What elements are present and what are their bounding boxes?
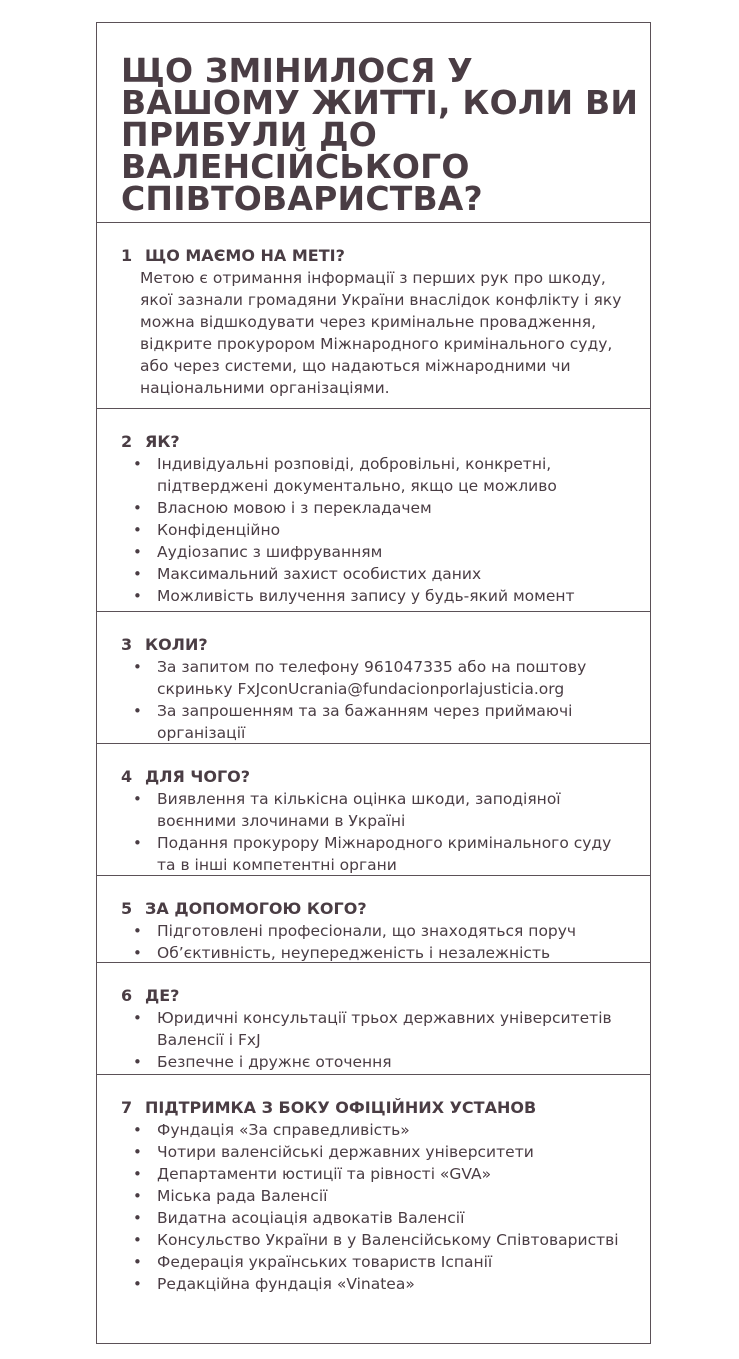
bullet-icon: • bbox=[133, 790, 142, 808]
section-who bbox=[97, 876, 650, 963]
bullet-icon: • bbox=[133, 543, 142, 561]
list-item: • Безпечне і дружнє оточення bbox=[133, 1053, 392, 1071]
section-number: 3 bbox=[121, 635, 133, 654]
section-title: КОЛИ? bbox=[145, 635, 208, 654]
section-title: ЩО МАЄМО НА МЕТІ? bbox=[145, 246, 345, 265]
bullet-icon: • bbox=[133, 922, 142, 940]
section-purpose bbox=[97, 744, 650, 876]
bullet-list bbox=[121, 788, 631, 876]
list-item: • Подання прокурору Міжнародного кримінального суду та в інші компетентні органи bbox=[133, 834, 612, 874]
page-title: ЩО ЗМІНИЛОСЯ У ВАШОМУ ЖИТТІ, КОЛИ ВИ ПРИБУЛИ ДО ВАЛЕНСІЙСЬКОГО СПІВТОВАРИСТВА? bbox=[121, 51, 639, 218]
list-item: • За запитом по телефону 961047335 або на поштову скриньку FxJconUcrania@fundacionporlajusticia.org bbox=[133, 658, 587, 698]
list-item: • Юридичні консультації трьох державних університетів Валенсії і FxJ bbox=[133, 1009, 612, 1049]
section-text: Метою є отримання інформації з перших рук про шкоду, якої зазнали громадяни України внаслідок конфлікту і яку можна відшкодувати через кримінальне провадження, відкрите прокурором Міжнародного кримінального суду, або через системи, що надаються міжнародними чи національними організаціями. bbox=[140, 269, 622, 397]
section-where bbox=[97, 963, 650, 1075]
bullet-icon: • bbox=[133, 658, 142, 676]
list-item: • Можливість вилучення запису у будь-який момент bbox=[133, 587, 575, 605]
section-heading bbox=[121, 985, 179, 1007]
bullet-icon: • bbox=[133, 702, 142, 720]
list-item: • Фундація «За справедливість» bbox=[133, 1121, 410, 1139]
list-item: • Видатна асоціація адвокатів Валенсії bbox=[133, 1209, 465, 1227]
section-heading bbox=[121, 1097, 536, 1119]
bullet-icon: • bbox=[133, 1009, 142, 1027]
bullet-icon: • bbox=[133, 521, 142, 539]
bullet-icon: • bbox=[133, 1053, 142, 1071]
section-support bbox=[97, 1075, 650, 1343]
bullet-icon: • bbox=[133, 1231, 142, 1249]
bullet-icon: • bbox=[133, 1121, 142, 1139]
bullet-icon: • bbox=[133, 455, 142, 473]
section-number: 2 bbox=[121, 432, 133, 451]
section-how bbox=[97, 409, 650, 612]
list-item: • Редакційна фундація «Vinatea» bbox=[133, 1275, 415, 1293]
list-item: • Чотири валенсійські державних університети bbox=[133, 1143, 534, 1161]
bullet-icon: • bbox=[133, 1253, 142, 1271]
bullet-icon: • bbox=[133, 834, 142, 852]
section-number: 1 bbox=[121, 246, 133, 265]
info-card bbox=[96, 22, 651, 1344]
bullet-icon: • bbox=[133, 1187, 142, 1205]
list-item: • Індивідуальні розповіді, добровільні, конкретні, підтверджені документально, якщо це можливо bbox=[133, 455, 557, 495]
section-goal bbox=[97, 223, 650, 409]
list-item: • Максимальний захист особистих даних bbox=[133, 565, 482, 583]
bullet-icon: • bbox=[133, 944, 142, 962]
list-item: • Департаменти юстиції та рівності «GVA» bbox=[133, 1165, 492, 1183]
section-heading bbox=[121, 766, 250, 788]
list-item: • Федерація українських товариств Іспанії bbox=[133, 1253, 493, 1271]
bullet-icon: • bbox=[133, 499, 142, 517]
bullet-icon: • bbox=[133, 587, 142, 605]
bullet-icon: • bbox=[133, 1275, 142, 1293]
list-item: • Міська рада Валенсії bbox=[133, 1187, 328, 1205]
section-when bbox=[97, 612, 650, 744]
list-item: • Виявлення та кількісна оцінка шкоди, заподіяної воєнними злочинами в Україні bbox=[133, 790, 561, 830]
bullet-icon: • bbox=[133, 1165, 142, 1183]
section-number: 6 bbox=[121, 986, 133, 1005]
section-title: ДЕ? bbox=[145, 986, 180, 1005]
bullet-icon: • bbox=[133, 565, 142, 583]
list-item: • Аудіозапис з шифруванням bbox=[133, 543, 383, 561]
list-item: • Конфіденційно bbox=[133, 521, 281, 539]
bullet-list bbox=[121, 453, 631, 607]
list-item: • Об’єктивність, неупередженість і незалежність bbox=[133, 944, 551, 962]
section-number: 7 bbox=[121, 1098, 133, 1117]
title-box bbox=[97, 23, 650, 223]
section-title: ПІДТРИМКА З БОКУ ОФІЦІЙНИХ УСТАНОВ bbox=[145, 1098, 537, 1117]
section-number: 4 bbox=[121, 767, 133, 786]
list-item: • Підготовлені професіонали, що знаходяться поруч bbox=[133, 922, 577, 940]
section-heading bbox=[121, 431, 180, 453]
section-title: ДЛЯ ЧОГО? bbox=[145, 767, 251, 786]
bullet-list bbox=[121, 656, 631, 744]
bullet-list bbox=[121, 920, 631, 964]
bullet-icon: • bbox=[133, 1143, 142, 1161]
section-heading bbox=[121, 898, 367, 920]
section-number: 5 bbox=[121, 899, 133, 918]
list-item: • Консульство України в у Валенсійському Співтоваристві bbox=[133, 1231, 619, 1249]
bullet-list bbox=[121, 1119, 631, 1295]
section-heading bbox=[121, 634, 208, 656]
bullet-icon: • bbox=[133, 1209, 142, 1227]
bullet-list bbox=[121, 1007, 631, 1073]
section-title: ЯК? bbox=[145, 432, 180, 451]
list-item: • За запрошенням та за бажанням через приймаючі організації bbox=[133, 702, 573, 742]
section-title: ЗА ДОПОМОГОЮ КОГО? bbox=[145, 899, 367, 918]
list-item: • Власною мовою і з перекладачем bbox=[133, 499, 432, 517]
section-heading bbox=[121, 245, 345, 267]
